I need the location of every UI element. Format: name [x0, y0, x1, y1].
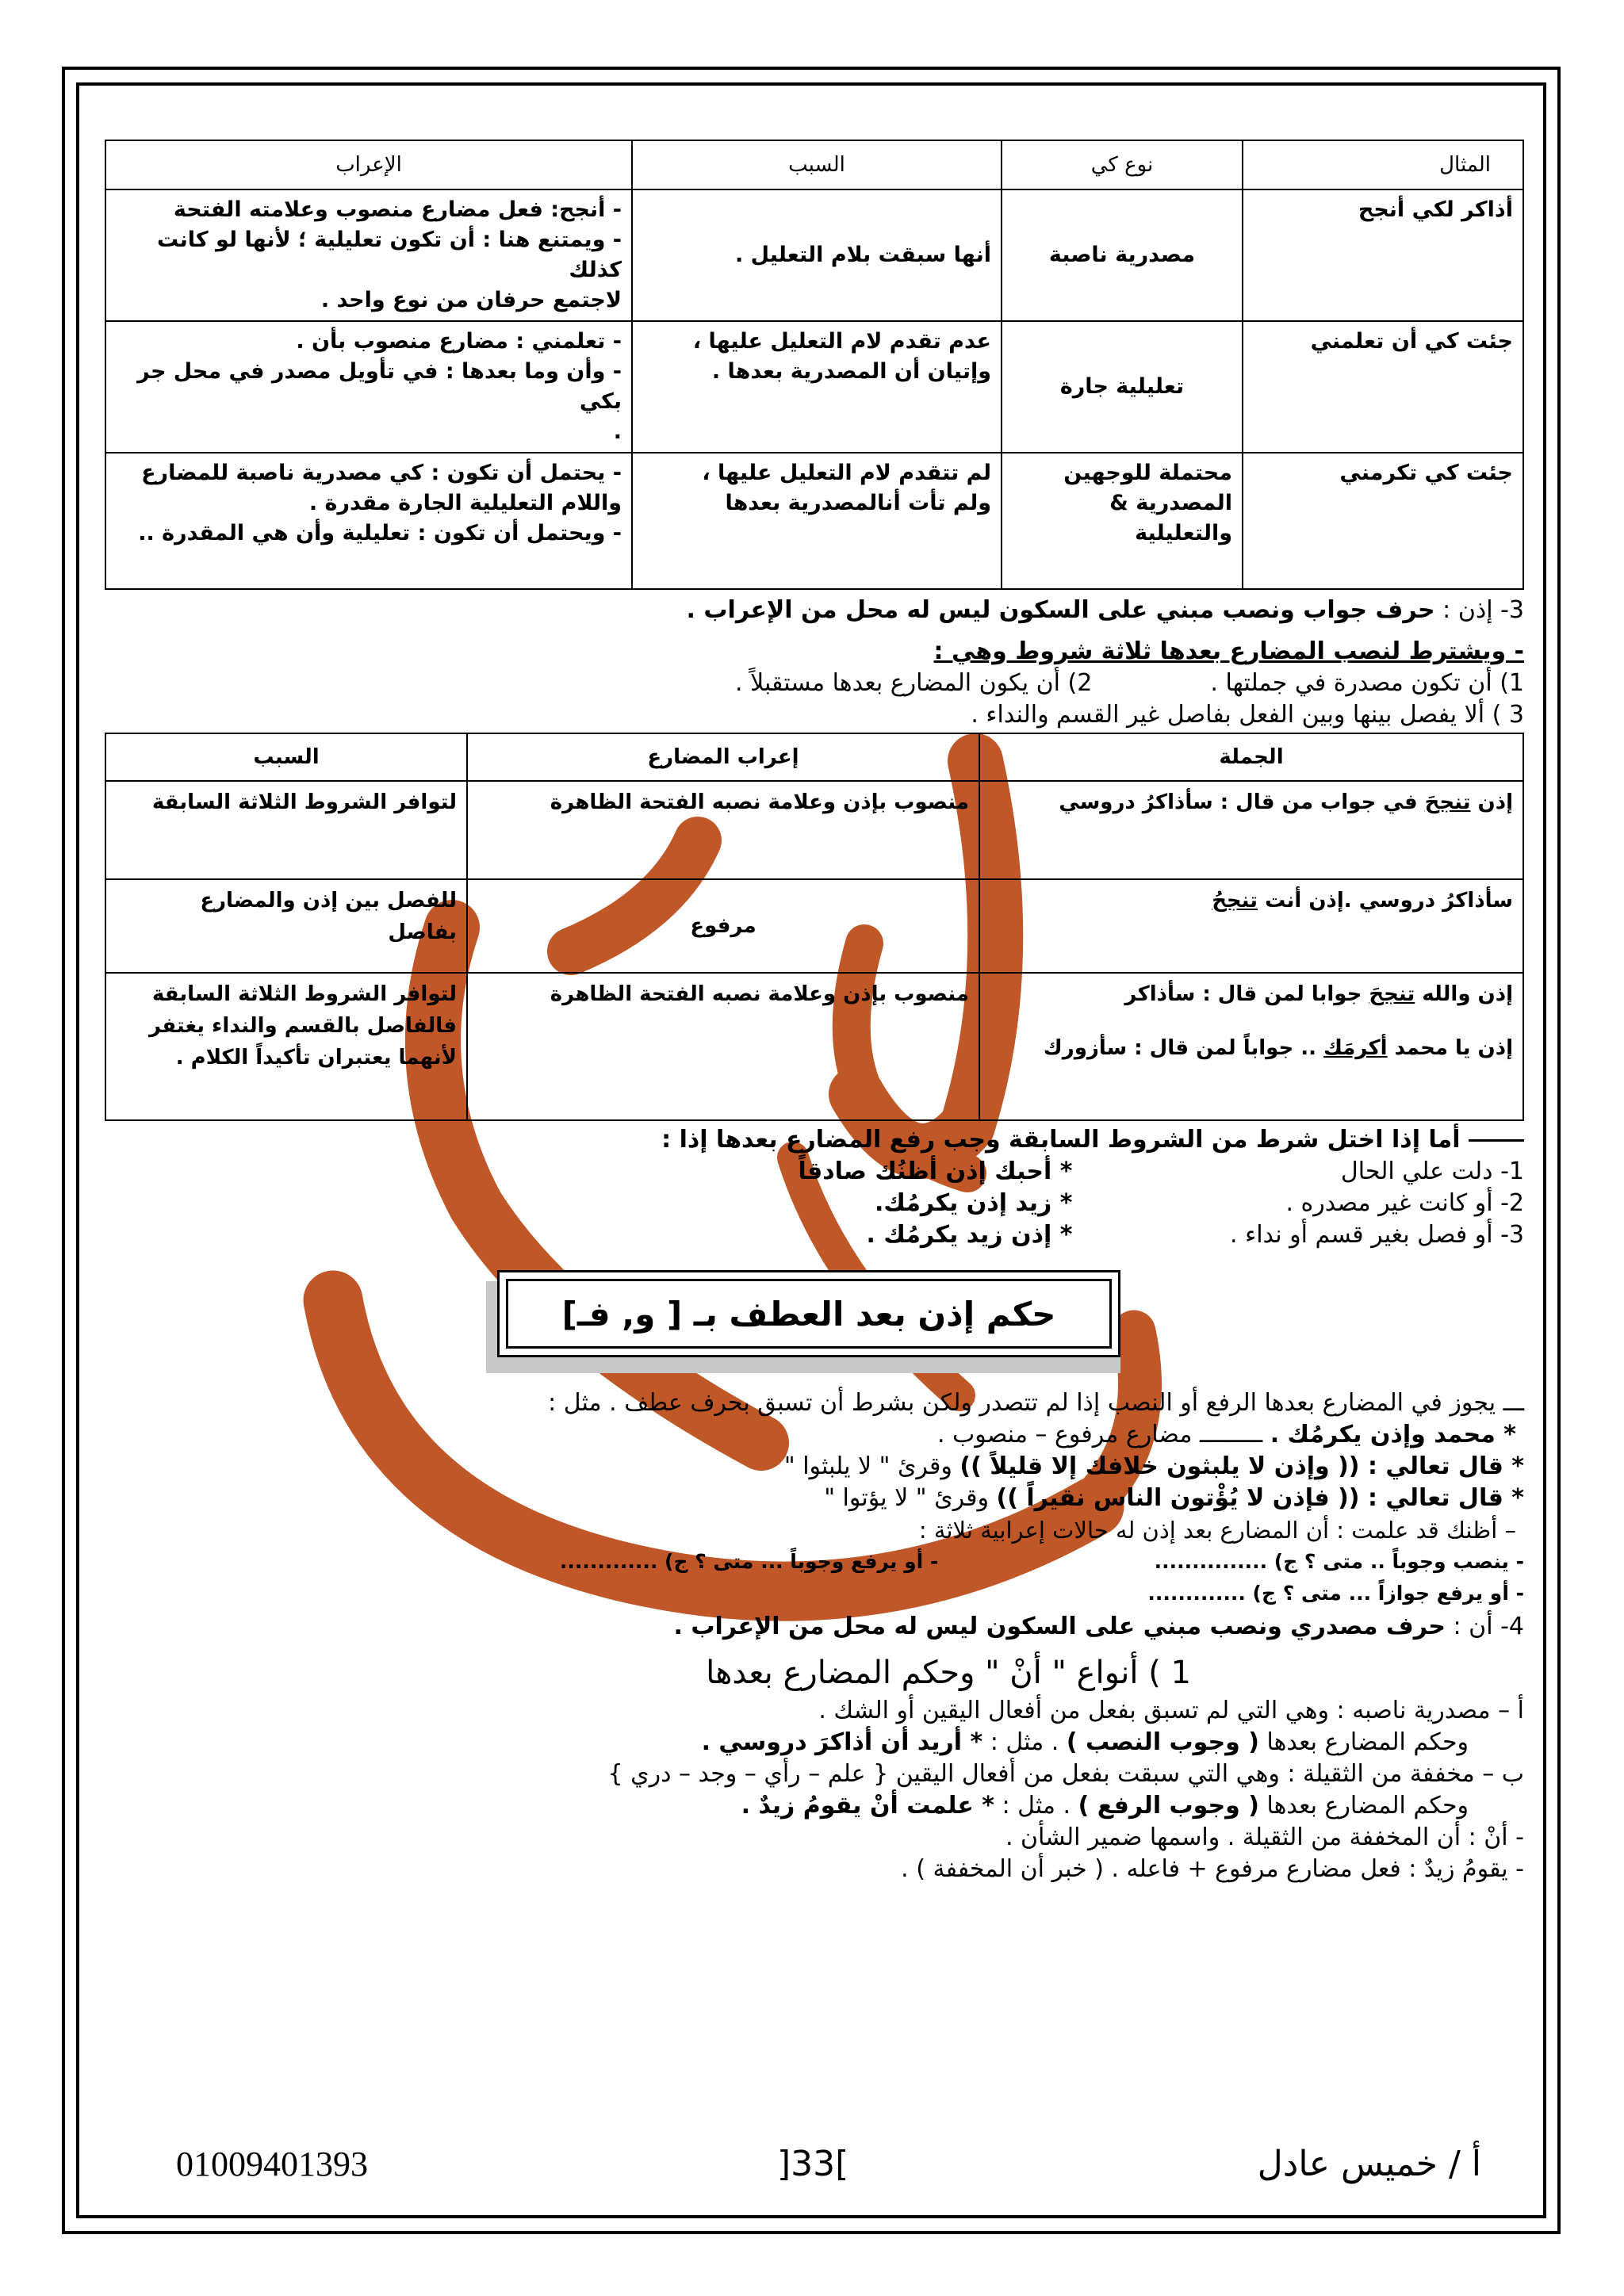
sentence-text: .. جواباً لمن قال : سأزورك — [1043, 1036, 1324, 1060]
quran-verse: * قال تعالي : (( فإذن لا يُؤْتون الناس نقيراً )) — [996, 1484, 1524, 1512]
cell-type: مصدرية ناصبة — [1002, 189, 1243, 321]
cell-irab — [105, 321, 632, 453]
section-definition: حرف جواب ونصب مبني على السكون ليس له محل من الإعراب . — [686, 596, 1435, 624]
table-row — [105, 879, 1523, 973]
cell-sentence — [979, 973, 1523, 1120]
sentence-text: إذن والله — [1415, 982, 1513, 1006]
cell-sentence — [979, 879, 1523, 973]
section-heading-box — [497, 1270, 1132, 1362]
atf-rule: ـــ يجوز في المضارع بعدها الرفع أو النصب إذا لم تتصدر ولكن بشرط أن تسبق بحرف عطف . مثل : — [548, 1389, 1524, 1417]
irab-line: - يحتمل أن تكون : كي مصدرية ناصبة للمضارع — [141, 461, 622, 485]
rule-example: * علمت أنْ يقومُ زيدٌ . — [741, 1792, 994, 1820]
raf-item — [105, 1188, 1524, 1219]
an-irab-2: - يقومُ زيدٌ : فعل مضارع مرفوع + فاعله . ( خبر أن المخففة ) . — [901, 1855, 1524, 1883]
cell-example: أذاكر لكي أنجح — [1243, 189, 1523, 321]
reason-line: بفاصل — [388, 920, 457, 944]
an-type-b-rule — [105, 1790, 1524, 1822]
header-reason: السبب — [105, 733, 467, 781]
cell-sentence — [979, 781, 1523, 879]
case-nasb: - ينصب وجوباً .. متى ؟ ج) ............... — [1154, 1550, 1524, 1573]
section-number: 3- إذن : — [1442, 596, 1524, 624]
page-number: ]33[ — [777, 2144, 849, 2184]
cell-reason — [105, 973, 467, 1120]
type-line: والتعليلية — [1135, 521, 1232, 545]
cell-irab: منصوب بإذن وعلامة نصبه الفتحة الظاهرة — [467, 973, 979, 1120]
page-content — [105, 140, 1524, 1885]
irab-line: - أنجح: فعل مضارع منصوب وعلامته الفتحة — [173, 197, 622, 222]
an-type-a: أ – مصدرية ناصبه : وهي التي لم تسبق بفعل من أفعال اليقين أو الشك . — [818, 1697, 1524, 1724]
header-irab: الإعراب — [105, 140, 632, 189]
cell-irab — [105, 189, 632, 321]
reason-line: لأنهما يعتبران تأكيداً الكلام . — [175, 1046, 457, 1070]
section4-title — [105, 1611, 1524, 1643]
cell-irab: مرفوع — [467, 879, 979, 973]
reason-line: ولم تأت أنالمصدرية بعدها — [725, 491, 991, 515]
sentence-line — [990, 978, 1513, 1010]
raf-item — [105, 1156, 1524, 1188]
table-row — [105, 973, 1523, 1120]
cell-type — [1002, 453, 1243, 589]
raf-example: * إذن زيد يكرمُك . — [866, 1221, 1073, 1249]
section-heading: حكم إذن بعد العطف بـ [ و, فـ] — [506, 1279, 1112, 1349]
condition-2: 2) أن يكون المضارع بعدها مستقبلاً . — [735, 669, 1093, 697]
rule-text: وحكم المضارع بعدها — [1258, 1792, 1469, 1820]
sentence-text: في جواب من قال : سأذاكرُ دروسي — [1059, 790, 1425, 814]
irab-line: - تعلمني : مضارع منصوب بأن . — [296, 329, 622, 354]
condition-1: 1) أن تكون مصدرة في جملتها . — [1210, 669, 1524, 697]
irab-line: - ويحتمل أن تكون : تعليلية وأن هي المقدرة .. — [138, 521, 622, 545]
raf-item — [105, 1219, 1524, 1251]
cell-type: تعليلية جارة — [1002, 321, 1243, 453]
cell-reason: أنها سبقت بلام التعليل . — [632, 189, 1002, 321]
reason-line: لم تتقدم لام التعليل عليها ، — [702, 461, 991, 485]
reading-note: وقرئ " لا يؤتوا " — [824, 1484, 997, 1512]
table-row — [105, 453, 1523, 589]
condition-3: 3 ) ألا يفصل بينها وبين الفعل بفاصل غير القسم والنداء . — [971, 701, 1524, 729]
rule-text: . مثل : — [982, 1728, 1067, 1756]
raf-condition: 3- أو فصل بغير قسم أو نداء . — [1230, 1221, 1524, 1249]
case-raf-jawaz: - أو يرفع جوازاً ... متى ؟ ج) ............. — [1147, 1582, 1524, 1605]
atf-cases-intro: – أظنك قد علمت : أن المضارع بعد إذن له حالات إعرابية ثلاثة : — [918, 1517, 1516, 1544]
irab-line: لاجتمع حرفان من نوع واحد . — [320, 288, 622, 312]
cell-reason — [105, 879, 467, 973]
rule-text: . مثل : — [994, 1792, 1078, 1820]
sentence-line — [990, 1032, 1513, 1064]
table-header-row — [105, 733, 1523, 781]
quran-verse: * قال تعالي : (( وإذن لا يلبثون خلافك إلا قليلاً )) — [959, 1452, 1524, 1480]
table-kay-types — [105, 140, 1524, 590]
atf-quran-1 — [105, 1451, 1524, 1483]
sentence-text: سأذاكرُ دروسي .إذن أنت — [1258, 889, 1513, 913]
an-type-a-rule — [105, 1727, 1524, 1758]
an-irab-1: - أنْ : أن المخففة من الثقيلة . واسمها ضمير الشأن . — [1005, 1823, 1524, 1851]
irab-line: . — [613, 419, 622, 444]
irab-line: - وأن وما بعدها : في تأويل مصدر في محل جر بكي — [137, 359, 622, 414]
phone-number: 01009401393 — [176, 2145, 368, 2183]
cell-irab: منصوب بإذن وعلامة نصبه الفتحة الظاهرة — [467, 781, 979, 879]
cell-reason — [632, 321, 1002, 453]
table-header-row — [105, 140, 1523, 189]
reason-line: للفصل بين إذن والمضارع — [200, 889, 457, 913]
sentence-verb: تنجحُ — [1212, 889, 1258, 913]
reason-line: وإتيان أن المصدرية بعدها . — [711, 359, 991, 384]
table-row — [105, 189, 1523, 321]
cell-example: جئت كي أن تعلمني — [1243, 321, 1523, 453]
raf-list — [105, 1156, 1524, 1251]
table-row — [105, 321, 1523, 453]
header-example: المثال — [1243, 140, 1523, 189]
example-text: * محمد وإذن يكرمُك . — [1270, 1421, 1516, 1448]
header-sentence: الجملة — [979, 733, 1523, 781]
irab-line: - ويمتنع هنا : أن تكون تعليلية ؛ لأنها لو كانت كذلك — [157, 228, 622, 282]
irab-line: واللام التعليلية الجارة مقدرة . — [308, 491, 622, 515]
raf-condition: 1- دلت علي الحال — [1340, 1158, 1524, 1185]
sentence-verb: تنجحَ — [1424, 790, 1471, 814]
raf-heading — [105, 1124, 1524, 1156]
raf-example: * أحبك إذن أظنُك صادقاً — [798, 1158, 1073, 1185]
sentence-verb: أكرمَك — [1323, 1036, 1388, 1060]
raf-heading-text: أما إذا اختل شرط من الشروط السابقة وجب رفع المضارع بعدها إذا : — [661, 1126, 1461, 1154]
section-number: 4- أن : — [1453, 1613, 1524, 1640]
atf-section — [105, 1387, 1524, 1609]
reason-line: فالفاصل بالقسم والنداء يغتفر — [149, 1014, 457, 1038]
reason-line: عدم تقدم لام التعليل عليها ، — [692, 329, 991, 354]
rule-ruling: ( وجوب الرفع ) — [1078, 1792, 1259, 1820]
type-line: المصدرية & — [1109, 491, 1232, 515]
rule-example: * أريد أن أذاكرَ دروسي . — [701, 1728, 983, 1756]
sentence-verb: تنجحَ — [1369, 982, 1415, 1006]
an-types-title: 1 ) أنواع " أنْ " وحكم المضارع بعدها — [706, 1655, 1191, 1691]
atf-example — [105, 1419, 1524, 1451]
conditions-heading: - ويشترط لنصب المضارع بعدها ثلاثة شروط وهي : — [933, 637, 1524, 665]
sentence-text: إذن — [1470, 790, 1513, 814]
table-idhan-examples — [105, 733, 1524, 1121]
sentence-text: إذن يا محمد — [1387, 1036, 1513, 1060]
cell-irab — [105, 453, 632, 589]
section3-title — [105, 595, 1524, 626]
cell-reason — [632, 453, 1002, 589]
header-irab: إعراب المضارع — [467, 733, 979, 781]
an-type-b: ب – مخففة من الثقيلة : وهي التي سبقت بفعل من أفعال اليقين { علم – رأي – وجد – دري } — [607, 1760, 1524, 1788]
type-line: محتملة للوجهين — [1063, 461, 1232, 485]
raf-condition: 2- أو كانت غير مصدره . — [1285, 1189, 1524, 1217]
case-raf-wajib: - أو يرفع وجوباً ... متى ؟ ج) ............. — [559, 1550, 939, 1573]
reason-line: لتوافر الشروط الثلاثة السابقة — [151, 982, 457, 1006]
header-reason: السبب — [632, 140, 1002, 189]
reading-note: وقرئ " لا يلبثوا " — [783, 1452, 960, 1480]
header-type: نوع كي — [1002, 140, 1243, 189]
author-name: أ / خميس عادل — [1257, 2144, 1481, 2184]
cell-reason: لتوافر الشروط الثلاثة السابقة — [105, 781, 467, 879]
raf-example: * زيد إذن يكرمُك. — [875, 1189, 1073, 1217]
atf-cases-row — [105, 1546, 1524, 1578]
example-note: ـــــــــ مضارع مرفوع – منصوب . — [936, 1421, 1270, 1448]
cell-example: جئت كي تكرمني — [1243, 453, 1523, 589]
table-row — [105, 781, 1523, 879]
page-footer — [0, 2144, 1624, 2191]
rule-text: وحكم المضارع بعدها — [1258, 1728, 1469, 1756]
section-definition: حرف مصدري ونصب مبني على السكون ليس له محل من الإعراب . — [673, 1613, 1446, 1640]
atf-quran-2 — [105, 1483, 1524, 1514]
sentence-text: جوابا لمن قال : سأذاكر — [1124, 982, 1369, 1006]
rule-ruling: ( وجوب النصب ) — [1066, 1728, 1259, 1756]
conditions-row — [105, 668, 1524, 699]
